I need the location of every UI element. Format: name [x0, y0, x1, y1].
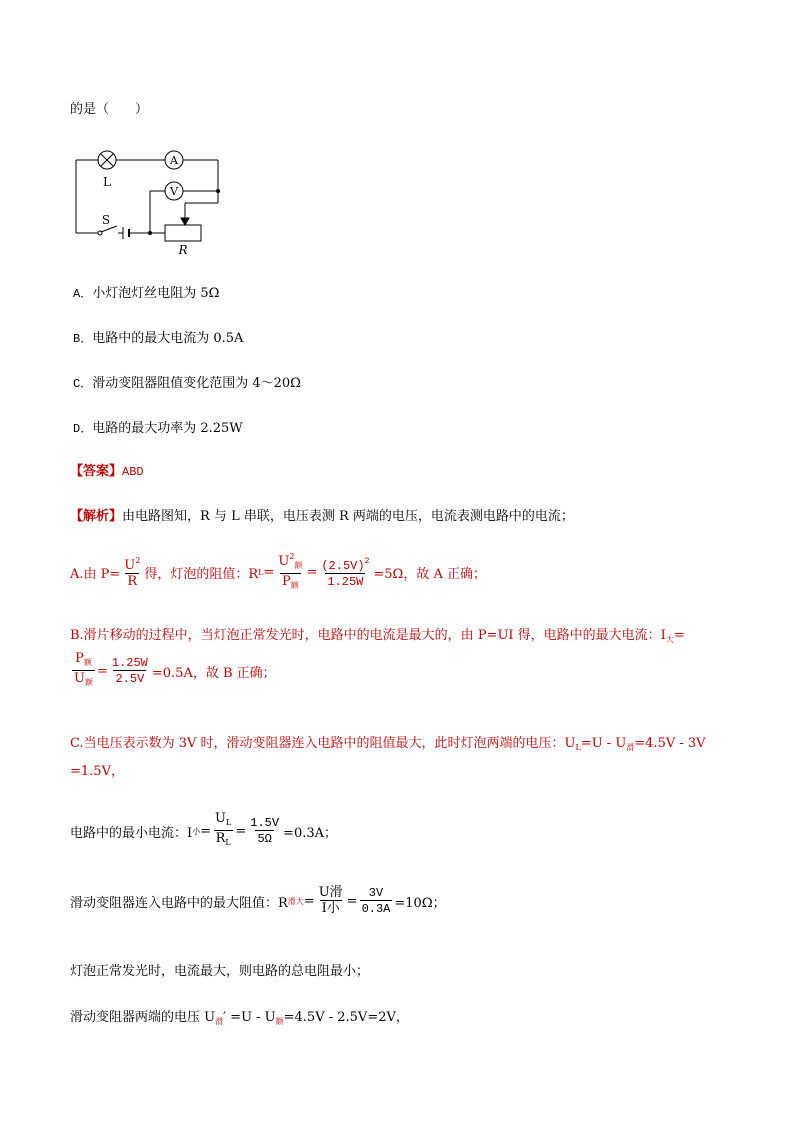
option-b: B．电路中的最大电流为 0.5A	[73, 331, 244, 346]
analysis-a: A.由 P= $\frac{U^2}{R}$ 得，灯泡的阻值：R L = $\frac{U^2_额}{P_额}$ = $\frac{(2.5V)^2}{1.25W}$ =5Ω，故 A 正确；	[70, 550, 486, 594]
analysis-label: 【解析】	[70, 509, 123, 524]
answer-value: ABD	[122, 465, 144, 479]
option-a: A．小灯泡灯丝电阻为 5Ω	[73, 286, 220, 301]
resistance-value-fraction: $\frac{(2.5V)^2}{1.25W}$	[321, 556, 370, 589]
min-current-line: 电路中的最小电流：I 小 = $\frac{U_L}{R_L}$ = $\frac{1.5V}{5\Omega}$ =0.3A；	[70, 812, 337, 851]
min-current-fraction: $\frac{U_L}{R_L}$	[213, 812, 233, 851]
analysis-b-line1: B.滑片移动的过程中，当灯泡正常发光时，电路中的电流是最大的，由 P=UI 得，电路中的最大电流：$I_大=$	[70, 628, 685, 644]
analysis-b-line2: $\frac{P_额}{U_额}$ = $\frac{1.25W}{2.5V}$ =0.5A，故 B 正确；	[70, 652, 276, 691]
option-d: D．电路的最大功率为 2.25W	[73, 421, 243, 436]
max-resistance-value-fraction: $\frac{3V}{0.3A}$	[361, 886, 391, 916]
normal-light-line: 灯泡正常发光时，电流最大，则电路的总电阻最小；	[70, 964, 370, 979]
switch-symbol	[98, 226, 117, 235]
analysis-c-line1: C.当电压表示数为 3V 时，滑动变阻器连入电路中的阻值最大，此时灯泡两端的电压：$U_L=U - U_滑=4.5V - 3V$	[70, 736, 706, 752]
max-resistance-line: 滑动变阻器连入电路中的最大阻值：R 滑大 = $\frac{\text{U滑}}{\text{I小}}$ = $\frac{3V}{0.3A}$ =10Ω；	[70, 885, 446, 916]
answer-line	[70, 464, 144, 480]
rheostat-voltage-line: 滑动变阻器两端的电压 $U_滑' =U - U_额=4.5V - 2.5V=2V$，	[70, 1010, 409, 1026]
option-c: C．滑动变阻器阻值变化范围为 4～20Ω	[73, 376, 301, 391]
switch-label: S	[101, 213, 111, 227]
power-formula-fraction: $\frac{U^2}{R}$	[124, 556, 141, 589]
max-current-value-fraction: $\frac{1.25W}{2.5V}$	[111, 656, 148, 686]
rheostat-label: R	[178, 243, 188, 257]
ammeter-label: A	[170, 154, 178, 167]
max-resistance-fraction: $\frac{\text{U滑}}{\text{I小}}$	[318, 885, 343, 916]
junction-dot	[148, 231, 152, 235]
answer-label: 【答案】	[70, 464, 123, 479]
junction-dot	[216, 189, 220, 193]
analysis-c-line2: =1.5V，	[70, 764, 124, 779]
voltmeter-label: V	[170, 185, 178, 198]
battery-symbol	[123, 227, 129, 239]
min-current-value-fraction: $\frac{1.5V}{5\Omega}$	[250, 816, 280, 846]
resistance-formula-fraction: $\frac{U^2_额}{P_额}$	[276, 550, 304, 594]
max-current-fraction: $\frac{P_额}{U_额}$	[72, 652, 95, 691]
lamp-symbol	[98, 151, 116, 169]
lamp-label: L	[103, 175, 111, 189]
question-stem: 的是（ ）	[70, 102, 149, 117]
circuit-diagram	[70, 148, 230, 258]
analysis-intro: 【解析】由电路图知，R 与 L 串联，电压表测 R 两端的电压，电流表测电路中的电流；	[70, 509, 574, 524]
